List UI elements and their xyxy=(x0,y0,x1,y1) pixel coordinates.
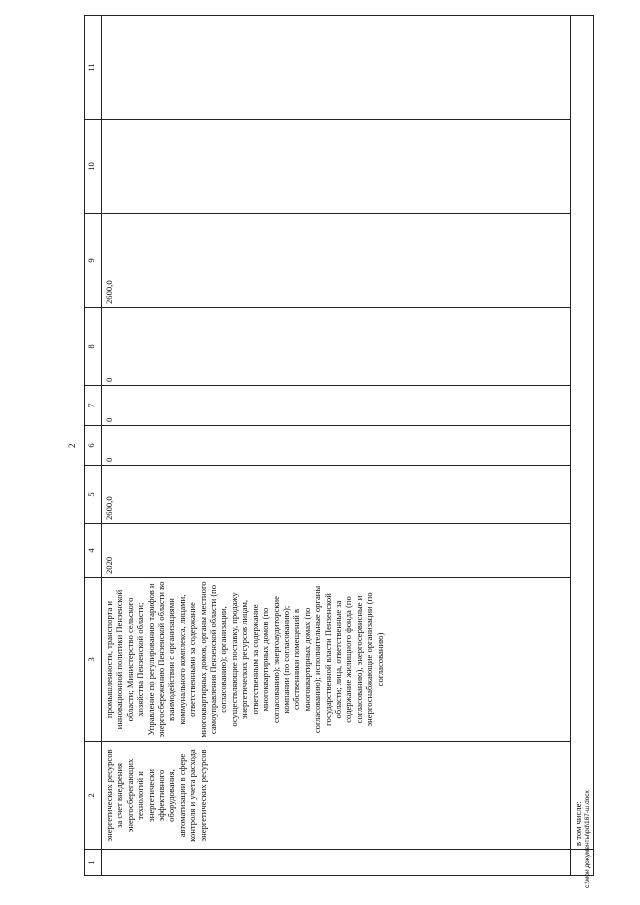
col-header-7: 7 xyxy=(85,386,102,426)
cell-col11 xyxy=(102,16,571,120)
cell-total: 2600,0 xyxy=(102,466,571,524)
table-row xyxy=(102,16,571,876)
cell-col9: 2600,0 xyxy=(102,214,571,308)
cell-col10 xyxy=(102,120,571,214)
col-header-8: 8 xyxy=(85,308,102,386)
col-header-9: 9 xyxy=(85,214,102,308)
rotated-table-page xyxy=(84,16,594,876)
summary-row xyxy=(571,16,594,876)
page-number: 2 xyxy=(67,443,77,448)
summary-label-text: в том числе: xyxy=(573,801,583,846)
cell-col8: 0 xyxy=(102,308,571,386)
cell-measure-name: энергетических ресурсов за счет внедрения энергосберегающих технологий и энергетически эффективного оборудования, автоматизации в сфере контроля и учета расхода энергетических ресурсов xyxy=(102,742,571,850)
cell-col6: 0 xyxy=(102,426,571,466)
cell-executors: промышленности, транспорта и инновационной политики Пензенской области; Министерство сельского хозяйства Пензенской области; Управление по регулированию тарифов и энергосбережению Пензенской области во взаимодействии с организациями коммунального комплекса, лицами, ответственными за содержание многоквартирных домов, органы местного самоуправления Пензенской области (по согласованию); организации, осуществляющие поставку, продажу энергетических ресурсов лицам, ответственным за содержание многоквартирных домов (по согласованию); энергоаудиторские компании (по согласованию); собственники помещений в многоквартирных домах (по согласованию); исполнительные органы государственной власти Пензенской области; лица, ответственные за содержание жилищного фонда (по согласованию), энергосервисные и энергоснабжающие организации (по согласованию) xyxy=(102,578,571,742)
col-header-10: 10 xyxy=(85,120,102,214)
col-header-4: 4 xyxy=(85,524,102,578)
col-header-5: 5 xyxy=(85,466,102,524)
col-header-6: 6 xyxy=(85,426,102,466)
plan-table xyxy=(84,15,594,876)
cell-col7: 0 xyxy=(102,386,571,426)
col-header-1: 1 xyxy=(85,850,102,876)
header-row xyxy=(85,16,102,876)
col-header-11: 11 xyxy=(85,16,102,120)
cell-number xyxy=(102,850,571,876)
summary-label xyxy=(571,16,594,850)
cell-year: 2020 xyxy=(102,524,571,578)
col-header-3: 3 xyxy=(85,578,102,742)
col-header-2: 2 xyxy=(85,742,102,850)
footer-file-path: c:\мои документы\pd\167-ш.docx xyxy=(584,790,591,888)
